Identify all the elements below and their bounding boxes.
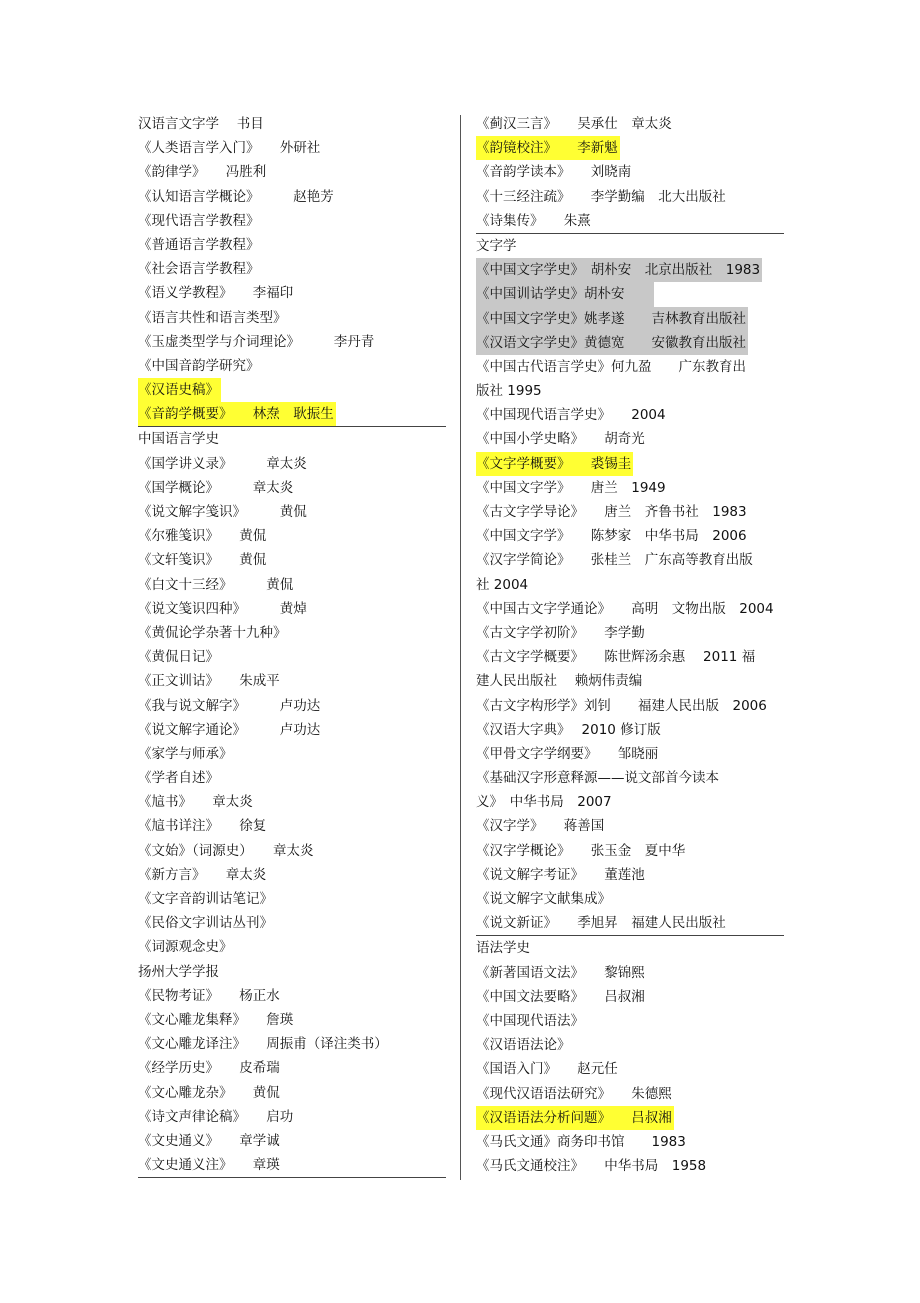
list-item xyxy=(476,1106,784,1130)
list-item-text: 《汉语大字典》 2010 修订版 xyxy=(476,721,661,738)
list-item-text: 《文史通义》 章学诚 xyxy=(138,1132,280,1149)
column-divider xyxy=(460,115,461,1180)
list-item xyxy=(138,960,446,984)
list-item-text: 中国语言学史 xyxy=(138,431,219,448)
list-item xyxy=(476,500,784,524)
list-item xyxy=(476,1154,784,1178)
list-item xyxy=(476,1057,784,1081)
list-item-text: 《说文笺识四种》 黄焯 xyxy=(138,600,307,617)
list-item xyxy=(138,500,446,524)
list-item-text: 《正文训诂》 朱成平 xyxy=(138,673,280,690)
list-item xyxy=(476,307,784,331)
list-item-text: 《中国现代语言学史》 2004 xyxy=(476,407,666,424)
list-item-text: 建人民出版社 赖炳伟责编 xyxy=(476,673,643,690)
list-item-text: 《汉语文字学史》黄德宽 安徽教育出版社 xyxy=(476,331,748,355)
list-item-text: 《中国音韵学研究》 xyxy=(138,357,260,374)
list-item xyxy=(138,524,446,548)
list-item xyxy=(476,185,784,209)
list-item-text: 《文心雕龙集释》 詹瑛 xyxy=(138,1011,294,1028)
list-item xyxy=(138,669,446,693)
list-item-text: 《国学讲义录》 章太炎 xyxy=(138,455,307,472)
list-item xyxy=(476,234,784,258)
list-item-text: 社 2004 xyxy=(476,576,529,593)
list-item xyxy=(138,814,446,838)
list-item xyxy=(476,136,784,160)
list-item-text: 《十三经注疏》 李学勤编 北大出版社 xyxy=(476,188,726,205)
list-item xyxy=(476,718,784,742)
list-item-text: 《认知语言学概论》 赵艳芳 xyxy=(138,188,334,205)
list-item xyxy=(138,402,446,427)
list-item xyxy=(476,790,784,814)
list-item-text: 《国语入门》 赵元任 xyxy=(476,1061,618,1078)
left-column xyxy=(138,112,446,1178)
list-item xyxy=(138,887,446,911)
list-item-text: 《新著国语文法》 黎锦熙 xyxy=(476,964,645,981)
list-item xyxy=(138,1105,446,1129)
list-item xyxy=(476,1009,784,1033)
list-item xyxy=(138,257,446,281)
list-item xyxy=(476,573,784,597)
list-item-text: 《訄书详注》 徐复 xyxy=(138,818,267,835)
list-item-text: 《民俗文字训诂丛刊》 xyxy=(138,915,273,932)
list-item-text: 《语义学教程》 李福印 xyxy=(138,285,294,302)
list-item-text: 《普通语言学教程》 xyxy=(138,236,260,253)
list-item xyxy=(138,233,446,257)
list-item xyxy=(138,790,446,814)
list-item xyxy=(138,330,446,354)
list-item xyxy=(138,573,446,597)
list-item xyxy=(138,1129,446,1153)
list-item xyxy=(138,718,446,742)
list-item-text: 《中国古代语言学史》何九盈 广东教育出 xyxy=(476,358,746,375)
list-item xyxy=(476,379,784,403)
list-item xyxy=(476,1130,784,1154)
list-item-text: 《文轩笺识》 黄侃 xyxy=(138,552,267,569)
list-item xyxy=(476,863,784,887)
list-item xyxy=(138,354,446,378)
list-item xyxy=(476,112,784,136)
list-item xyxy=(138,839,446,863)
list-item xyxy=(138,427,446,451)
list-item-text: 《人类语言学入门》 外研社 xyxy=(138,140,321,157)
list-item xyxy=(476,427,784,451)
list-item-text: 《文字音韵训诂笔记》 xyxy=(138,891,273,907)
list-item-text: 《新方言》 章太炎 xyxy=(138,866,267,883)
list-item-text: 《古文字学导论》 唐兰 齐鲁书社 1983 xyxy=(476,504,747,520)
list-item-text: 《甲骨文字学纲要》 邹晓丽 xyxy=(476,745,659,762)
list-item xyxy=(138,160,446,184)
list-item xyxy=(476,742,784,766)
list-item xyxy=(138,281,446,305)
list-item xyxy=(476,209,784,234)
list-item-text: 《词源观念史》 xyxy=(138,939,233,956)
list-item-text: 《国学概论》 章太炎 xyxy=(138,479,294,496)
list-item-text: 《中国文字学史》姚孝遂 吉林教育出版社 xyxy=(476,307,748,331)
list-item-text: 《古文字学初阶》 李学勤 xyxy=(476,624,645,641)
list-item-text: 《音韵学读本》 刘晓南 xyxy=(476,164,632,181)
list-item xyxy=(476,814,784,838)
list-item xyxy=(138,984,446,1008)
list-item xyxy=(476,645,784,669)
right-column xyxy=(476,112,784,1178)
list-item xyxy=(476,403,784,427)
list-item-text: 《汉字学》 蒋善国 xyxy=(476,818,605,835)
list-item-text: 《汉字学概论》 张玉金 夏中华 xyxy=(476,842,686,859)
list-item xyxy=(476,524,784,548)
list-item xyxy=(476,452,784,476)
list-item xyxy=(476,160,784,184)
list-item xyxy=(476,258,784,282)
list-item-text: 《文字学概要》 裘锡圭 xyxy=(476,452,633,476)
list-item-text: 《中国训诂学史》胡朴安 xyxy=(476,282,654,306)
list-item-text: 《文心雕龙译注》 周振甫（译注类书） xyxy=(138,1036,388,1053)
list-item xyxy=(138,1056,446,1080)
list-item xyxy=(138,548,446,572)
list-item xyxy=(138,766,446,790)
list-item-text: 《诗文声律论稿》 启功 xyxy=(138,1108,294,1125)
list-item-text: 《中国文字学史》 胡朴安 北京出版社 1983 xyxy=(476,258,762,282)
list-item xyxy=(138,621,446,645)
list-item-text: 《现代汉语语法研究》 朱德熙 xyxy=(476,1085,672,1102)
list-item xyxy=(138,185,446,209)
list-item xyxy=(138,1008,446,1032)
list-item-text: 文字学 xyxy=(476,237,517,254)
list-item xyxy=(138,1081,446,1105)
list-item-text: 《文心雕龙杂》 黄侃 xyxy=(138,1084,280,1101)
list-item xyxy=(476,1082,784,1106)
list-item-text: 《中国文字学》 陈梦家 中华书局 2006 xyxy=(476,528,747,545)
list-item-text: 《说文解字通论》 卢功达 xyxy=(138,721,321,738)
list-item xyxy=(138,911,446,935)
list-item-text: 《现代语言学教程》 xyxy=(138,212,260,229)
list-item-text: 《语言共性和语言类型》 xyxy=(138,309,287,326)
list-item-text: 《诗集传》 朱熹 xyxy=(476,212,591,229)
list-item xyxy=(476,597,784,621)
list-item-text: 《家学与师承》 xyxy=(138,745,233,762)
list-item-text: 汉语言文字学 书目 xyxy=(138,116,264,132)
list-item xyxy=(138,742,446,766)
list-item xyxy=(138,694,446,718)
list-item-text: 《古文字学概要》 陈世辉汤余惠 2011 福 xyxy=(476,649,756,666)
list-item-text: 义》 中华书局 2007 xyxy=(476,794,612,811)
list-item-text: 扬州大学学报 xyxy=(138,963,219,980)
list-item xyxy=(138,863,446,887)
list-item xyxy=(138,597,446,621)
list-item-text: 《中国古文字学通论》 高明 文物出版 2004 xyxy=(476,600,774,617)
list-item xyxy=(476,1033,784,1057)
list-item xyxy=(476,887,784,911)
list-item-text: 《我与说文解字》 卢功达 xyxy=(138,697,321,714)
list-item xyxy=(476,766,784,790)
list-item-text: 《訄书》 章太炎 xyxy=(138,794,253,811)
list-item-text: 《说文新证》 季旭昇 福建人民出版社 xyxy=(476,915,726,932)
list-item-text: 《汉语语法分析问题》 吕叔湘 xyxy=(476,1106,674,1130)
list-item xyxy=(476,985,784,1009)
list-item-text: 《古文字构形学》刘钊 福建人民出版 2006 xyxy=(476,697,767,714)
list-item-text: 《汉语史稿》 xyxy=(138,378,221,402)
list-item-text: 《黄侃论学杂著十九种》 xyxy=(138,624,287,641)
list-item-text: 《经学历史》 皮希瑞 xyxy=(138,1060,280,1077)
list-item-text: 《学者自述》 xyxy=(138,770,219,787)
list-item xyxy=(138,452,446,476)
list-item-text: 语法学史 xyxy=(476,940,530,957)
list-item xyxy=(476,476,784,500)
list-item xyxy=(476,839,784,863)
list-item-text: 《黄侃日记》 xyxy=(138,649,219,666)
list-item-text: 《蓟汉三言》 吴承仕 章太炎 xyxy=(476,116,672,132)
list-item xyxy=(138,1153,446,1178)
list-item xyxy=(476,621,784,645)
list-item-text: 《社会语言学教程》 xyxy=(138,261,260,278)
list-item-text: 《玉虚类型学与介词理论》 李丹青 xyxy=(138,333,375,350)
list-item-text: 《说文解字文献集成》 xyxy=(476,891,611,907)
list-item xyxy=(476,331,784,355)
list-item-text: 《中国文字学》 唐兰 1949 xyxy=(476,479,666,496)
list-item xyxy=(138,935,446,959)
list-item xyxy=(138,645,446,669)
list-item-text: 《中国文法要略》 吕叔湘 xyxy=(476,988,645,1005)
list-item-text: 《马氏文通》商务印书馆 1983 xyxy=(476,1133,686,1150)
list-item-text: 《文始》（词源史） 章太炎 xyxy=(138,842,314,859)
list-item xyxy=(138,1032,446,1056)
list-item-text: 版社 1995 xyxy=(476,383,542,400)
list-item-text: 《汉字学简论》 张桂兰 广东高等教育出版 xyxy=(476,552,753,569)
list-item xyxy=(476,355,784,379)
list-item xyxy=(476,669,784,693)
list-item xyxy=(138,136,446,160)
list-item-text: 《马氏文通校注》 中华书局 1958 xyxy=(476,1158,707,1175)
list-item xyxy=(138,378,446,402)
list-item xyxy=(476,911,784,936)
list-item-text: 《民物考证》 杨正水 xyxy=(138,987,280,1004)
list-item-text: 《韵镜校注》 李新魁 xyxy=(476,136,620,160)
list-item-text: 《基础汉字形意释源——说文部首今读本 xyxy=(476,770,719,787)
list-item-text: 《说文解字笺识》 黄侃 xyxy=(138,504,307,520)
list-item xyxy=(138,209,446,233)
list-item-text: 《中国小学史略》 胡奇光 xyxy=(476,431,645,448)
list-item-text: 《尔雅笺识》 黄侃 xyxy=(138,528,267,545)
list-item xyxy=(476,548,784,572)
list-item-text: 《音韵学概要》 林焘 耿振生 xyxy=(138,402,336,426)
list-item xyxy=(476,961,784,985)
list-item-text: 《韵律学》 冯胜利 xyxy=(138,164,267,181)
list-item xyxy=(138,112,446,136)
list-item xyxy=(476,694,784,718)
list-item xyxy=(476,936,784,960)
list-item-text: 《白文十三经》 黄侃 xyxy=(138,576,294,593)
list-item-text: 《汉语语法论》 xyxy=(476,1037,571,1054)
list-item xyxy=(138,476,446,500)
list-item-text: 《文史通义注》 章瑛 xyxy=(138,1157,280,1174)
list-item-text: 《中国现代语法》 xyxy=(476,1012,584,1029)
list-item-text: 《说文解字考证》 董莲池 xyxy=(476,866,645,883)
list-item xyxy=(138,306,446,330)
list-item xyxy=(476,282,784,306)
